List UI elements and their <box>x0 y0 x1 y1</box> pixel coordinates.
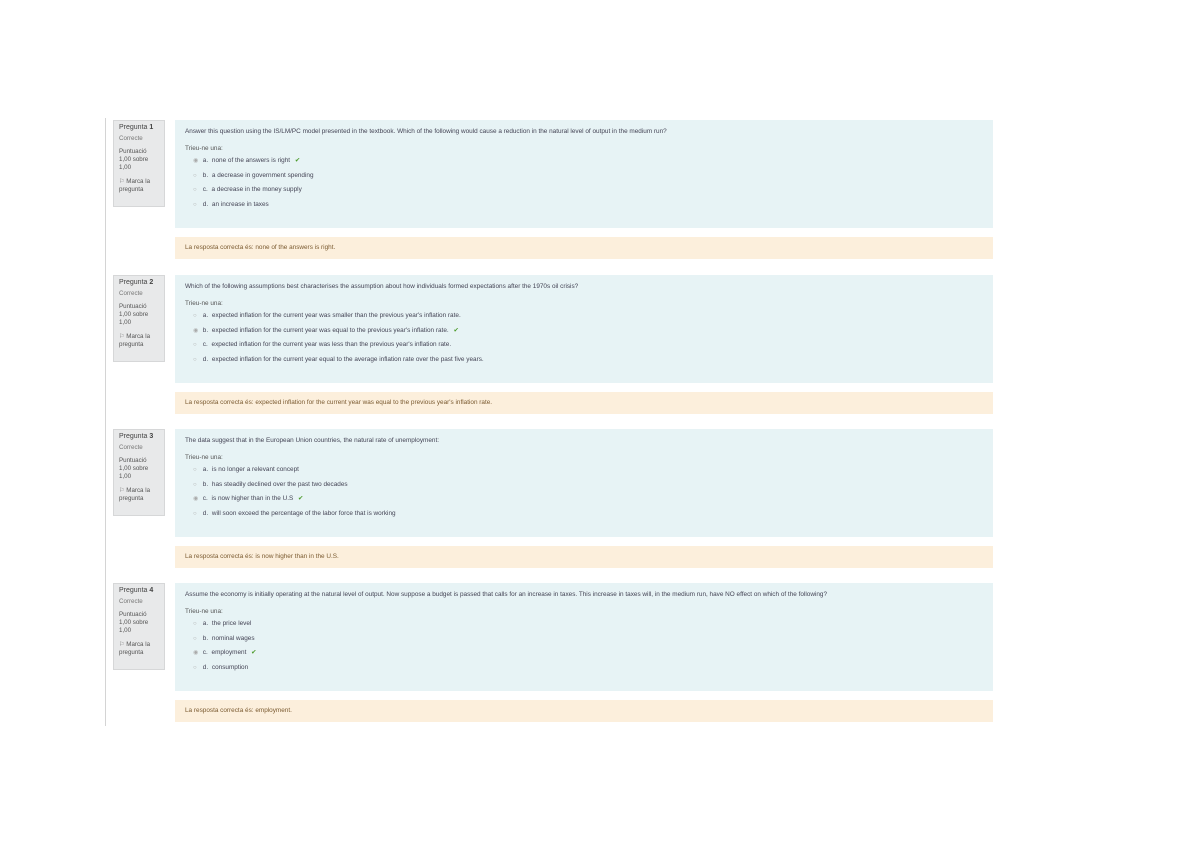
question-state: Correcte <box>119 444 143 451</box>
answer-text: expected inflation for the current year was equal to the previous year's inflation rate. <box>211 326 449 334</box>
answer-prompt: Trieu-ne una: <box>185 300 223 307</box>
correct-answer-feedback: La resposta correcta és: employment. <box>175 700 993 722</box>
answer-letter: a. <box>202 466 209 473</box>
answer-option[interactable] <box>193 338 983 353</box>
answer-letter: a. <box>202 157 209 164</box>
answer-text: nominal wages <box>211 634 255 642</box>
answer-letter: d. <box>202 509 209 517</box>
answer-text: a decrease in government spending <box>211 171 314 179</box>
answer-text: an increase in taxes <box>211 200 269 208</box>
answer-option[interactable] <box>193 617 983 632</box>
question-number-label: Pregunta <box>119 433 148 440</box>
question-content <box>175 429 993 537</box>
radio-icon[interactable]: ○ <box>193 467 197 473</box>
radio-icon[interactable]: ○ <box>193 187 197 193</box>
answer-letter: b. <box>202 171 209 179</box>
radio-icon[interactable]: ◉ <box>193 650 199 656</box>
flag-question-label: Marca la pregunta <box>119 641 151 656</box>
grade-value: 1,00 sobre 1,00 <box>119 465 149 480</box>
radio-icon[interactable]: ○ <box>193 664 197 671</box>
answer-option[interactable] <box>193 154 983 169</box>
answer-text: will soon exceed the percentage of the labor force that is working <box>211 509 396 517</box>
answer-option[interactable] <box>193 463 983 478</box>
flag-question-label: Marca la pregunta <box>119 487 151 502</box>
radio-icon[interactable]: ○ <box>193 313 197 319</box>
answer-letter: d. <box>202 200 209 208</box>
answer-text: has steadily declined over the past two decades <box>211 480 348 488</box>
question-number-label: Pregunta <box>119 124 148 131</box>
flag-icon: ⚐ <box>119 333 125 340</box>
radio-icon[interactable]: ○ <box>193 201 197 208</box>
answer-letter: c. <box>202 341 208 348</box>
flag-question-label: Marca la pregunta <box>119 333 151 348</box>
question-grade <box>119 148 159 172</box>
answer-option[interactable] <box>193 309 983 324</box>
question-content <box>175 120 993 228</box>
page-left-rule <box>105 118 106 726</box>
question-number <box>119 124 159 132</box>
question-grade <box>119 457 159 481</box>
answer-list <box>185 617 983 675</box>
answer-letter: a. <box>202 620 209 627</box>
answer-text: is now higher than in the U.S <box>211 495 294 502</box>
answer-option[interactable] <box>193 324 983 339</box>
flag-icon: ⚐ <box>119 641 125 648</box>
flag-icon: ⚐ <box>119 487 125 494</box>
answer-text: is no longer a relevant concept <box>211 466 299 473</box>
answer-letter: a. <box>202 312 209 319</box>
question-number-value: 1 <box>149 124 154 131</box>
radio-icon[interactable]: ○ <box>193 635 197 642</box>
question-text: The data suggest that in the European Union countries, the natural rate of unemployment: <box>185 437 440 444</box>
answer-text: none of the answers is right <box>211 157 291 164</box>
answer-list <box>185 154 983 212</box>
grade-value: 1,00 sobre 1,00 <box>119 156 149 171</box>
radio-icon[interactable]: ○ <box>193 510 197 517</box>
answer-list <box>185 309 983 367</box>
radio-icon[interactable]: ○ <box>193 481 197 488</box>
question-content <box>175 583 993 691</box>
answer-letter: b. <box>202 326 209 334</box>
grade-value: 1,00 sobre 1,00 <box>119 311 149 326</box>
check-icon: ✔ <box>298 495 304 502</box>
answer-text: the price level <box>211 620 252 627</box>
question-number-value: 4 <box>149 587 154 594</box>
answer-text: expected inflation for the current year was less than the previous year's inflation rate. <box>211 341 452 348</box>
answer-text: expected inflation for the current year equal to the average inflation rate over the past five years. <box>211 355 484 363</box>
question-number-value: 3 <box>149 433 154 440</box>
question-number <box>119 433 159 441</box>
question-text: Assume the economy is initially operating at the natural level of output. Now suppose a budget is passed that calls for an increase in taxes. This increase in taxes will, in the medium run, have NO effect on which of the following? <box>185 591 828 598</box>
grade-value: 1,00 sobre 1,00 <box>119 619 149 634</box>
radio-icon[interactable]: ○ <box>193 172 197 179</box>
question-number <box>119 279 159 287</box>
question-state: Correcte <box>119 290 143 297</box>
question-state: Correcte <box>119 598 143 605</box>
question-info-box <box>113 120 165 207</box>
answer-letter: c. <box>202 186 208 193</box>
radio-icon[interactable]: ○ <box>193 356 197 363</box>
question-number <box>119 587 159 595</box>
question-text: Which of the following assumptions best characterises the assumption about how individuals formed expectations after the 1970s oil crisis? <box>185 283 579 290</box>
grade-label: Puntuació <box>119 611 147 618</box>
flag-question-link[interactable] <box>119 641 159 657</box>
question-number-label: Pregunta <box>119 587 148 594</box>
radio-icon[interactable]: ○ <box>193 621 197 627</box>
correct-answer-feedback: La resposta correcta és: expected inflation for the current year was equal to the previous year's inflation rate. <box>175 392 993 414</box>
radio-icon[interactable]: ○ <box>193 342 197 348</box>
grade-label: Puntuació <box>119 457 147 464</box>
answer-text: expected inflation for the current year was smaller than the previous year's inflation rate. <box>211 312 461 319</box>
flag-question-link[interactable] <box>119 333 159 349</box>
question-info-box <box>113 275 165 362</box>
answer-prompt: Trieu-ne una: <box>185 608 223 615</box>
answer-option[interactable] <box>193 198 983 213</box>
answer-text: consumption <box>211 663 249 671</box>
flag-question-link[interactable] <box>119 487 159 503</box>
answer-option[interactable] <box>193 632 983 647</box>
grade-label: Puntuació <box>119 303 147 310</box>
question-number-value: 2 <box>149 279 154 286</box>
answer-letter: c. <box>202 495 208 502</box>
answer-letter: c. <box>202 649 208 656</box>
check-icon: ✔ <box>251 649 257 656</box>
check-icon: ✔ <box>453 326 459 334</box>
answer-option[interactable] <box>193 492 983 507</box>
answer-option[interactable] <box>193 478 983 493</box>
check-icon: ✔ <box>294 157 301 164</box>
answer-option[interactable] <box>193 183 983 198</box>
question-info-box <box>113 583 165 670</box>
question-info-box <box>113 429 165 516</box>
flag-question-link[interactable] <box>119 178 159 194</box>
answer-option[interactable] <box>193 169 983 184</box>
answer-option[interactable] <box>193 661 983 676</box>
answer-prompt: Trieu-ne una: <box>185 454 223 461</box>
question-grade <box>119 303 159 327</box>
answer-option[interactable] <box>193 353 983 368</box>
question-state: Correcte <box>119 135 143 142</box>
answer-text: employment <box>211 649 247 656</box>
correct-answer-feedback: La resposta correcta és: is now higher than in the U.S. <box>175 546 993 568</box>
radio-icon[interactable]: ◉ <box>193 158 199 164</box>
correct-answer-feedback: La resposta correcta és: none of the answers is right. <box>175 237 993 259</box>
flag-question-label: Marca la pregunta <box>119 178 151 193</box>
flag-icon: ⚐ <box>119 178 125 185</box>
answer-letter: d. <box>202 663 209 671</box>
question-number-label: Pregunta <box>119 279 148 286</box>
radio-icon[interactable]: ◉ <box>193 327 199 334</box>
answer-text: a decrease in the money supply <box>211 186 302 193</box>
answer-letter: d. <box>202 355 209 363</box>
question-text: Answer this question using the IS/LM/PC model presented in the textbook. Which of the following would cause a reduction in the natural level of output in the medium run? <box>185 128 667 135</box>
answer-letter: b. <box>202 634 209 642</box>
radio-icon[interactable]: ◉ <box>193 496 199 502</box>
answer-letter: b. <box>202 480 209 488</box>
answer-prompt: Trieu-ne una: <box>185 145 223 152</box>
question-grade <box>119 611 159 635</box>
answer-option[interactable] <box>193 646 983 661</box>
answer-list <box>185 463 983 521</box>
question-content <box>175 275 993 383</box>
answer-option[interactable] <box>193 507 983 522</box>
grade-label: Puntuació <box>119 148 147 155</box>
